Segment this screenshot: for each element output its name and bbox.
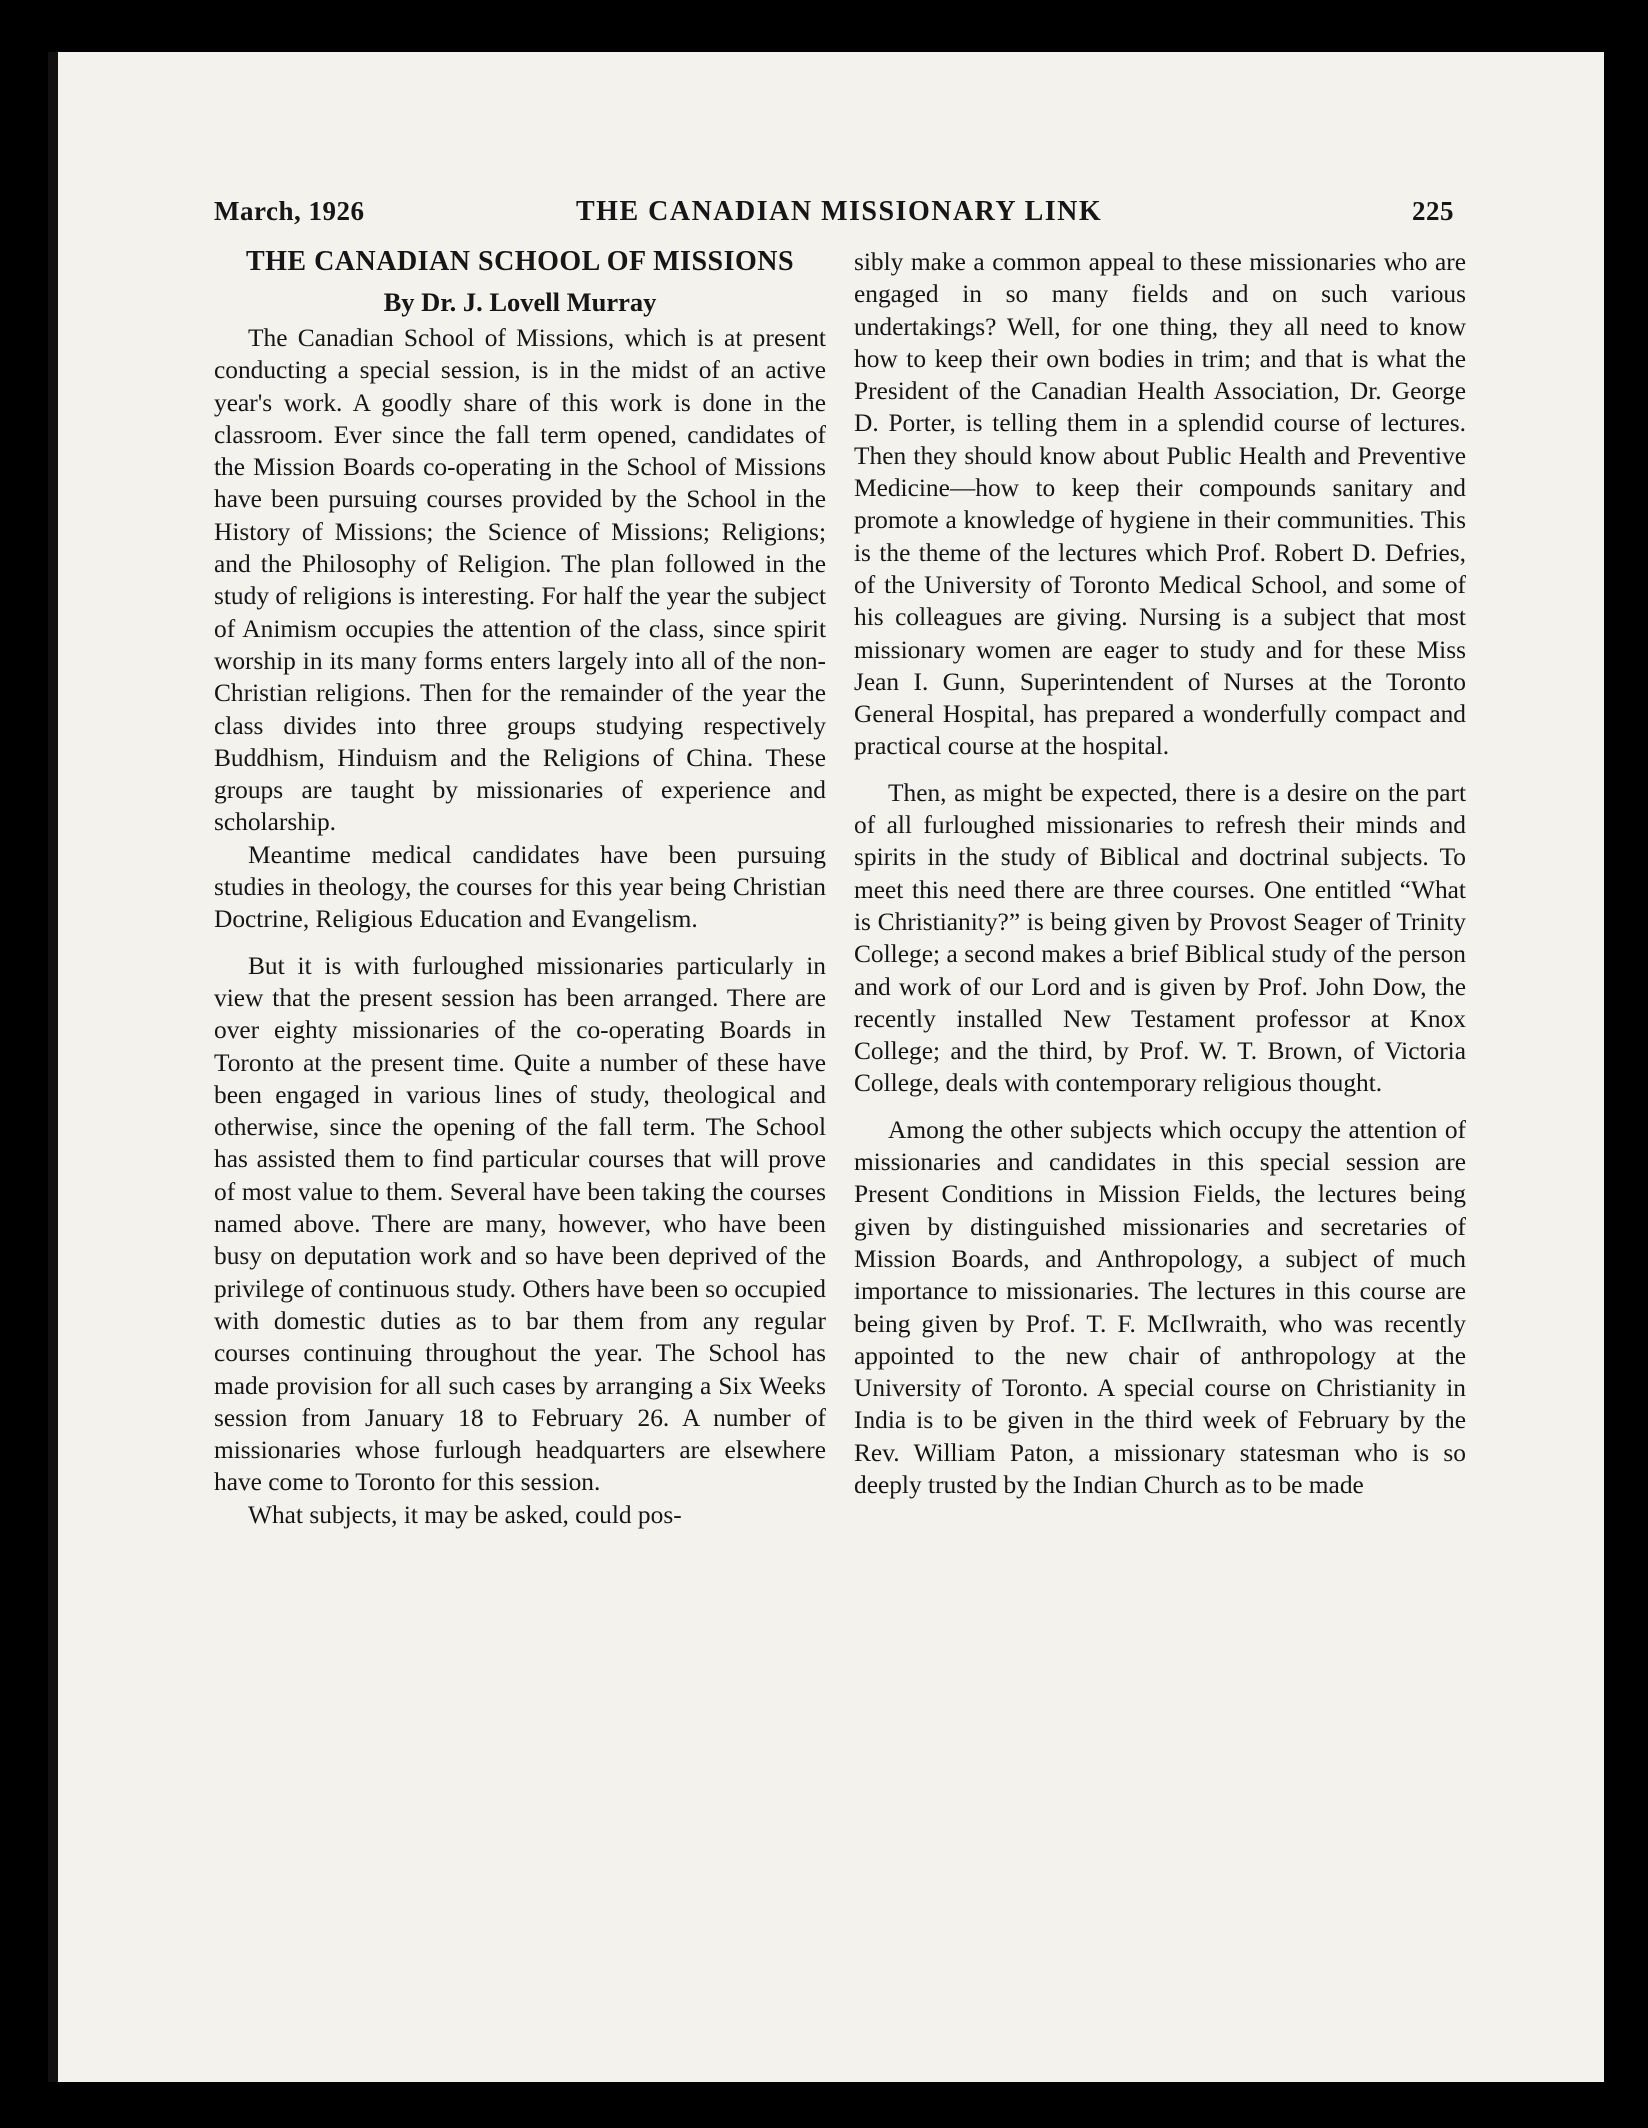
page-gutter-shadow: [48, 52, 58, 2082]
article-byline: By Dr. J. Lovell Murray: [383, 287, 657, 317]
scan-border-bottom: [0, 2082, 1648, 2128]
issue-date: March, 1926: [214, 196, 365, 226]
column-left: [214, 246, 826, 1531]
paragraph: Then, as might be expected, there is a desire on the part of all furloughed missionaries to refresh their minds and spirits in the study of Biblical and doctrinal subjects. To meet this need there are three courses. One entitled “What is Christianity?” is being given by Provost Seager of Trinity College; a second makes a brief Biblical study of the person and work of our Lord and is given by Prof. John Dow, the recently installed New Testament professor at Knox College; and the third, by Prof. W. T. Brown, of Victoria College, deals with contemporary religious thought.: [854, 778, 1466, 1098]
column-right: [854, 246, 1466, 1501]
paragraph: What subjects, it may be asked, could pos-: [248, 1500, 682, 1529]
article-title: THE CANADIAN SCHOOL OF MISSIONS: [245, 246, 795, 277]
running-header: [214, 196, 1454, 236]
journal-title: THE CANADIAN MISSIONARY LINK: [576, 196, 1103, 227]
page-edge-shadow: [1604, 0, 1648, 2128]
paragraph: Among the other subjects which occupy the attention of missionaries and candidates in this special session are Present Conditions in Mission Fields, the lectures being given by distinguished missionaries and secretaries of Mission Boards, and Anthropology, a subject of much importance to missionaries. The lectures in this course are being given by Prof. T. F. McIlwraith, who was recently appointed to the new chair of anthropology at the University of Toronto. A special course on Christianity in India is to be given in the third week of February by the Rev. William Paton, a missionary statesman who is so deeply trusted by the Indian Church as to be made: [854, 1115, 1466, 1499]
paragraph: Meantime medical candidates have been pursuing studies in theology, the courses for this year being Christian Doctrine, Religious Education and Evangelism.: [214, 840, 826, 934]
paragraph: The Canadian School of Missions, which is at present conducting a special session, is in the midst of an active year's work. A goodly share of this work is done in the classroom. Ever since the fall term opened, candidates of the Mission Boards co-operating in the School of Missions have been pursuing courses provided by the School in the History of Missions; the Science of Missions; Religions; and the Philosophy of Religion. The plan followed in the study of religions is interesting. For half the year the subject of Animism occupies the attention of the class, since spirit worship in its many forms enters largely into all of the non-Christian religions. Then for the remainder of the year the class divides into three groups studying respectively Buddhism, Hinduism and the Religions of China. These groups are taught by missionaries of experience and scholarship.: [214, 324, 826, 837]
paragraph: sibly make a common appeal to these missionaries who are engaged in so many fields and on such various undertakings? Well, for one thing, they all need to know how to keep their own bodies in trim; and that is what the President of the Canadian Health Association, Dr. George D. Porter, is telling them in a splendid course of lectures. Then they should know about Public Health and Preventive Medicine—how to keep their compounds sanitary and promote a knowledge of hygiene in their communities. This is the theme of the lectures which Prof. Robert D. Defries, of the University of Toronto Medical School, and some of his colleagues are giving. Nursing is a subject that most missionary women are eager to study and for these Miss Jean I. Gunn, Superintendent of Nurses at the Toronto General Hospital, has prepared a wonderfully compact and practical course at the hospital.: [854, 248, 1466, 761]
paragraph: But it is with furloughed missionaries particularly in view that the present session has been arranged. There are over eighty missionaries of the co-operating Boards in Toronto at the present time. Quite a number of these have been engaged in various lines of study, theological and otherwise, since the opening of the fall term. The School has assisted them to find particular courses that will prove of most value to them. Several have been taking the courses named above. There are many, however, who have been busy on deputation work and so have been deprived of the privilege of continuous study. Others have been so occupied with domestic duties as to bar them from any regular courses continuing throughout the year. The School has made provision for all such cases by arranging a Six Weeks session from January 18 to February 26. A number of missionaries whose furlough headquarters are elsewhere have come to Toronto for this session.: [214, 951, 826, 1497]
page-number: 225: [1412, 196, 1454, 226]
